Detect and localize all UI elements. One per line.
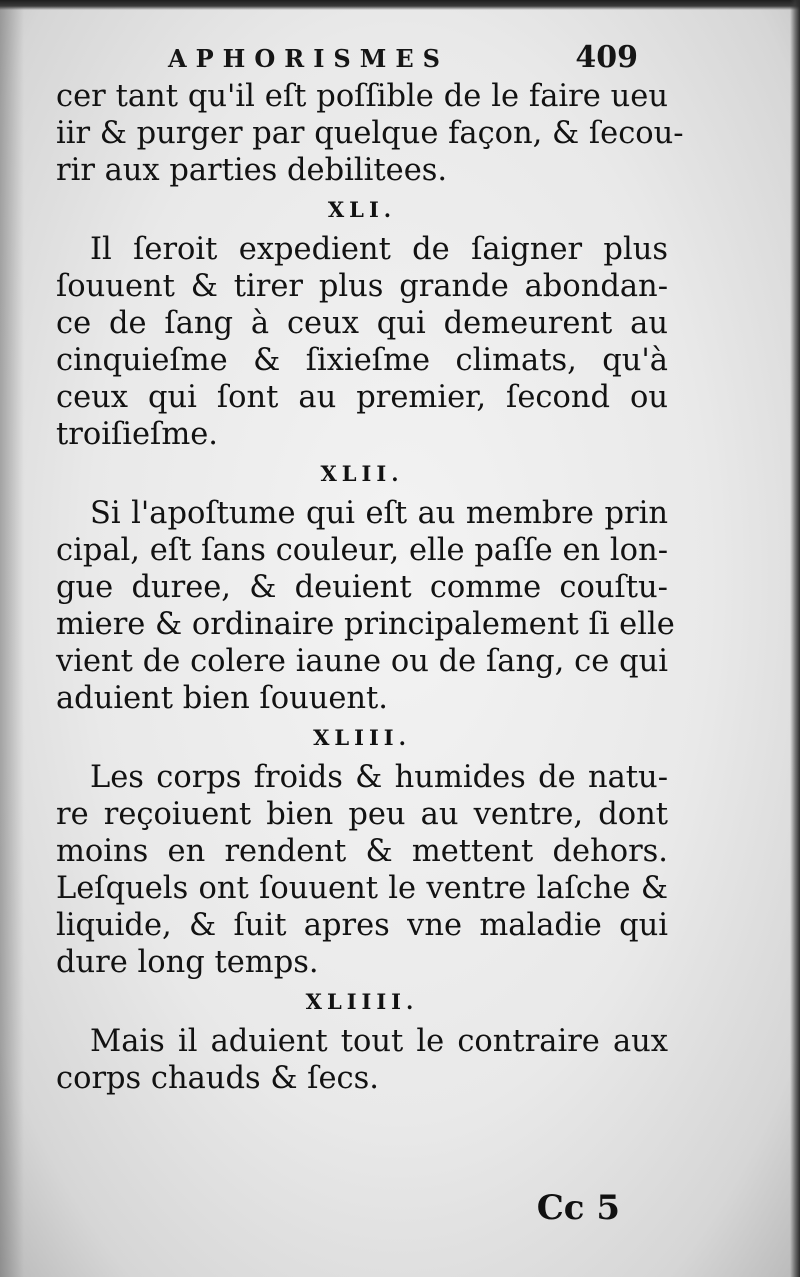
text-line: ſouuent & tirer plus grande abondan- [56,269,668,304]
text-line: corps chauds & ſecs. [56,1061,379,1096]
text-line: Mais il aduient tout le contraire aux [90,1024,668,1059]
text-line: Leſquels ont ſouuent le ventre laſche & [56,871,668,906]
aphorism-number: XLI. [327,197,397,222]
aphorism-number: XLIIII. [305,989,419,1014]
text-line: ceux qui ſont au premier, ſecond ou [56,380,668,415]
text-line: ce de ſang à ceux qui demeurent au [56,306,668,341]
text-line: liquide, & ſuit apres vne maladie qui [56,908,668,943]
gutter-shadow [0,0,24,1277]
text-line: iir & purger par quelque façon, & ſecou- [56,116,684,151]
text-line: cipal, eſt ſans couleur, elle paſſe en lon- [56,533,668,568]
text-line: Si l'apoſtume qui eſt au membre prin [90,496,668,531]
text-line: rir aux parties debilitees. [56,153,448,188]
text-line: vient de colere iaune ou de ſang, ce qui [56,644,668,679]
text-block [56,78,684,1097]
page-right-edge [790,0,800,1277]
text-line: troiſieſme. [56,417,219,452]
page-top-edge [0,0,800,10]
catchword-signature: Cc 5 [536,1188,620,1228]
running-head: APHORISMES [168,44,449,73]
text-line: dure long temps. [56,945,319,980]
aphorism-number: XLII. [320,461,404,486]
text-line: cinquieſme & ſixieſme climats, qu'à [56,343,668,378]
text-line: gue duree, & deuient comme couſtu- [56,570,668,605]
text-line: Il ſeroit expedient de ſaigner plus [90,232,668,267]
page-number: 409 [575,40,638,75]
text-line: re reçoiuent bien peu au ventre, dont [56,797,668,832]
text-line: aduient bien ſouuent. [56,681,389,716]
text-line: cer tant qu'il eſt poſſible de le faire ueu [56,79,668,114]
text-line: miere & ordinaire principalement ſi elle [56,607,675,642]
aphorism-number: XLIII. [313,725,411,750]
text-line: moins en rendent & mettent dehors. [56,834,668,869]
text-line: Les corps froids & humides de natu- [90,760,668,795]
